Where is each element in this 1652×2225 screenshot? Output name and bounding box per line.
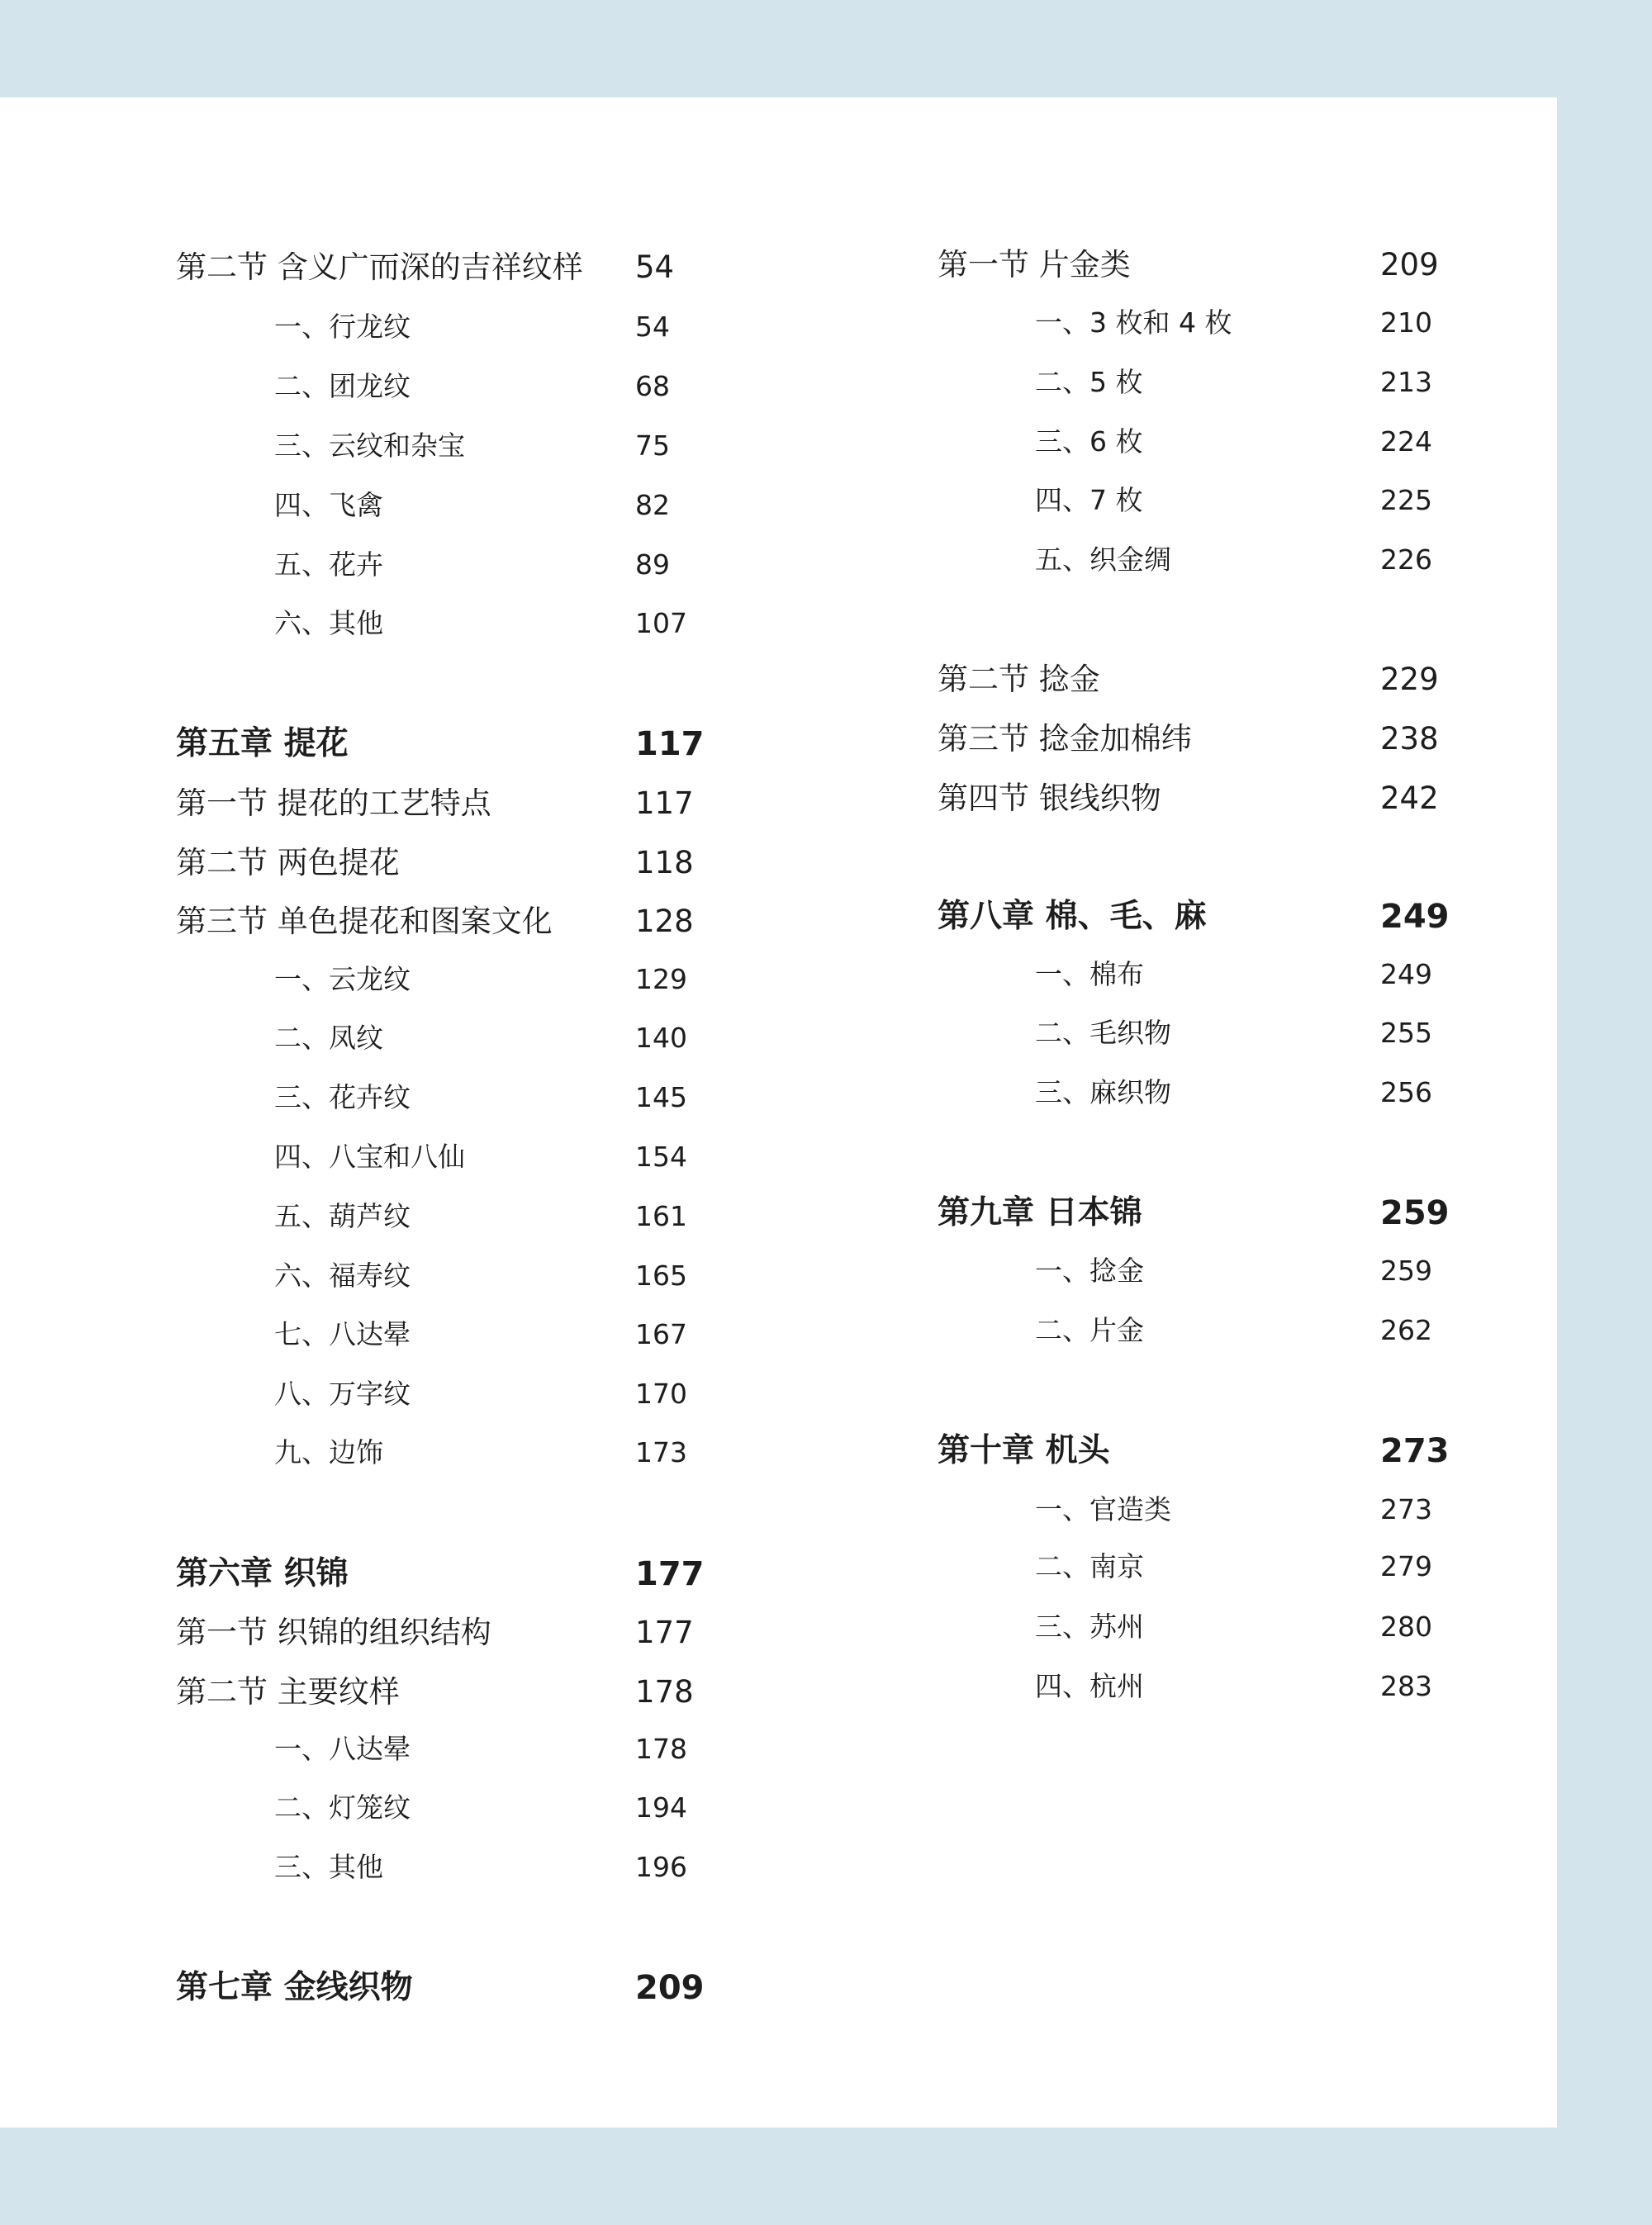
toc-page-number: 242 — [1380, 780, 1439, 816]
toc-entry-title: 三、6 枚 — [1035, 425, 1143, 458]
toc-entry-title: 五、织金绸 — [1035, 543, 1171, 576]
toc-entry-title: 七、八达晕 — [274, 1318, 411, 1350]
toc-page-number: 107 — [635, 607, 687, 639]
toc-entry-title: 一、3 枚和 4 枚 — [1035, 306, 1232, 339]
toc-entry-title: 第三节 捻金加棉纬 — [938, 721, 1192, 757]
toc-entry-title: 一、捻金 — [1035, 1255, 1144, 1287]
toc-page-number: 177 — [635, 1615, 694, 1650]
toc-page-number: 167 — [635, 1318, 687, 1350]
toc-page-number: 54 — [635, 311, 670, 343]
toc-entry-title: 第二节 主要纹样 — [176, 1674, 400, 1710]
toc-entry-title: 五、花卉 — [274, 548, 383, 581]
toc-entry-title: 四、八宝和八仙 — [274, 1141, 465, 1173]
toc-entry-title: 第二节 两色提花 — [176, 845, 400, 880]
toc-entry-title: 二、南京 — [1035, 1550, 1144, 1582]
toc-page-number: 145 — [635, 1081, 687, 1113]
toc-entry-title: 四、7 枚 — [1035, 484, 1143, 516]
toc-entry-title: 第六章 织锦 — [176, 1555, 349, 1592]
toc-entry-title: 六、其他 — [274, 607, 383, 639]
toc-page-number: 280 — [1380, 1611, 1432, 1643]
toc-page-number: 262 — [1380, 1314, 1432, 1346]
toc-page-number: 178 — [635, 1674, 694, 1710]
toc-page-number: 210 — [1380, 306, 1432, 339]
toc-entry-title: 第三节 单色提花和图案文化 — [176, 904, 553, 939]
toc-entry-title: 第八章 棉、毛、麻 — [938, 898, 1207, 935]
toc-page-number: 259 — [1380, 1194, 1450, 1232]
toc-page-number: 161 — [635, 1200, 687, 1232]
toc-entry-title: 二、凤纹 — [274, 1022, 383, 1054]
toc-page-number: 224 — [1380, 425, 1432, 458]
toc-entry-title: 九、边饰 — [274, 1436, 383, 1468]
toc-page-number: 89 — [635, 548, 670, 581]
toc-page-number: 68 — [635, 370, 670, 402]
toc-entry-title: 第十章 机头 — [938, 1432, 1110, 1469]
toc-entry-title: 第九章 日本锦 — [938, 1194, 1142, 1231]
toc-entry-title: 二、毛织物 — [1035, 1017, 1171, 1049]
toc-page-number: 225 — [1380, 484, 1432, 516]
toc-page-number: 249 — [1380, 958, 1432, 990]
toc-entry-title: 第五章 提花 — [176, 725, 349, 762]
toc-page-number: 82 — [635, 489, 670, 521]
toc-entry-title: 三、苏州 — [1035, 1611, 1144, 1643]
toc-page-number: 117 — [635, 785, 694, 821]
toc-entry-title: 二、灯笼纹 — [274, 1791, 411, 1824]
toc-page-number: 209 — [635, 1969, 705, 2007]
toc-entry-title: 一、棉布 — [1035, 958, 1144, 990]
toc-page-number: 249 — [1380, 898, 1450, 936]
toc-entry-title: 二、5 枚 — [1035, 366, 1143, 398]
toc-page-number: 273 — [1380, 1493, 1432, 1525]
toc-entry-title: 一、云龙纹 — [274, 963, 411, 995]
toc-page-number: 140 — [635, 1022, 687, 1054]
toc-page-number: 255 — [1380, 1017, 1432, 1049]
toc-entry-title: 一、行龙纹 — [274, 311, 411, 343]
toc-page — [0, 97, 1557, 2128]
toc-page-number: 54 — [635, 249, 675, 285]
toc-entry-title: 五、葫芦纹 — [274, 1200, 411, 1232]
toc-page-number: 117 — [635, 725, 705, 763]
toc-entry-title: 一、官造类 — [1035, 1493, 1171, 1525]
toc-page-number: 283 — [1380, 1670, 1432, 1702]
toc-entry-title: 二、片金 — [1035, 1314, 1144, 1346]
toc-entry-title: 三、花卉纹 — [274, 1081, 411, 1113]
toc-page-number: 128 — [635, 904, 694, 939]
toc-page-number: 213 — [1380, 366, 1432, 398]
toc-entry-title: 第一节 提花的工艺特点 — [176, 785, 491, 821]
toc-page-number: 177 — [635, 1555, 705, 1593]
toc-page-number: 173 — [635, 1436, 687, 1468]
toc-entry-title: 一、八达晕 — [274, 1733, 411, 1765]
toc-entry-title: 第一节 片金类 — [938, 247, 1131, 282]
toc-page-number: 75 — [635, 429, 670, 462]
toc-entry-title: 第二节 捻金 — [938, 662, 1100, 697]
toc-page-number: 196 — [635, 1851, 687, 1883]
toc-entry-title: 三、云纹和杂宝 — [274, 429, 465, 462]
toc-page-number: 194 — [635, 1791, 687, 1824]
toc-page-number: 256 — [1380, 1076, 1432, 1108]
toc-page-number: 273 — [1380, 1432, 1450, 1470]
toc-page-number: 129 — [635, 963, 687, 995]
toc-page-number: 154 — [635, 1141, 687, 1173]
toc-entry-title: 三、其他 — [274, 1851, 383, 1883]
toc-page-number: 238 — [1380, 721, 1439, 757]
toc-entry-title: 四、杭州 — [1035, 1670, 1144, 1702]
toc-page-number: 226 — [1380, 543, 1432, 576]
toc-page-number: 229 — [1380, 662, 1439, 697]
toc-page-number: 209 — [1380, 247, 1439, 282]
toc-page-number: 279 — [1380, 1550, 1432, 1582]
toc-entry-title: 第一节 织锦的组织结构 — [176, 1615, 491, 1650]
toc-page-number: 178 — [635, 1733, 687, 1765]
toc-page-number: 165 — [635, 1260, 687, 1292]
toc-page-number: 170 — [635, 1378, 687, 1410]
toc-entry-title: 八、万字纹 — [274, 1378, 411, 1410]
toc-entry-title: 三、麻织物 — [1035, 1076, 1171, 1108]
toc-page-number: 118 — [635, 845, 694, 880]
toc-entry-title: 第四节 银线织物 — [938, 780, 1161, 816]
toc-entry-title: 二、团龙纹 — [274, 370, 411, 402]
toc-entry-title: 六、福寿纹 — [274, 1260, 411, 1292]
toc-entry-title: 第二节 含义广而深的吉祥纹样 — [176, 249, 583, 285]
toc-entry-title: 四、飞禽 — [274, 489, 383, 521]
toc-entry-title: 第七章 金线织物 — [176, 1969, 413, 2006]
toc-page-number: 259 — [1380, 1255, 1432, 1287]
